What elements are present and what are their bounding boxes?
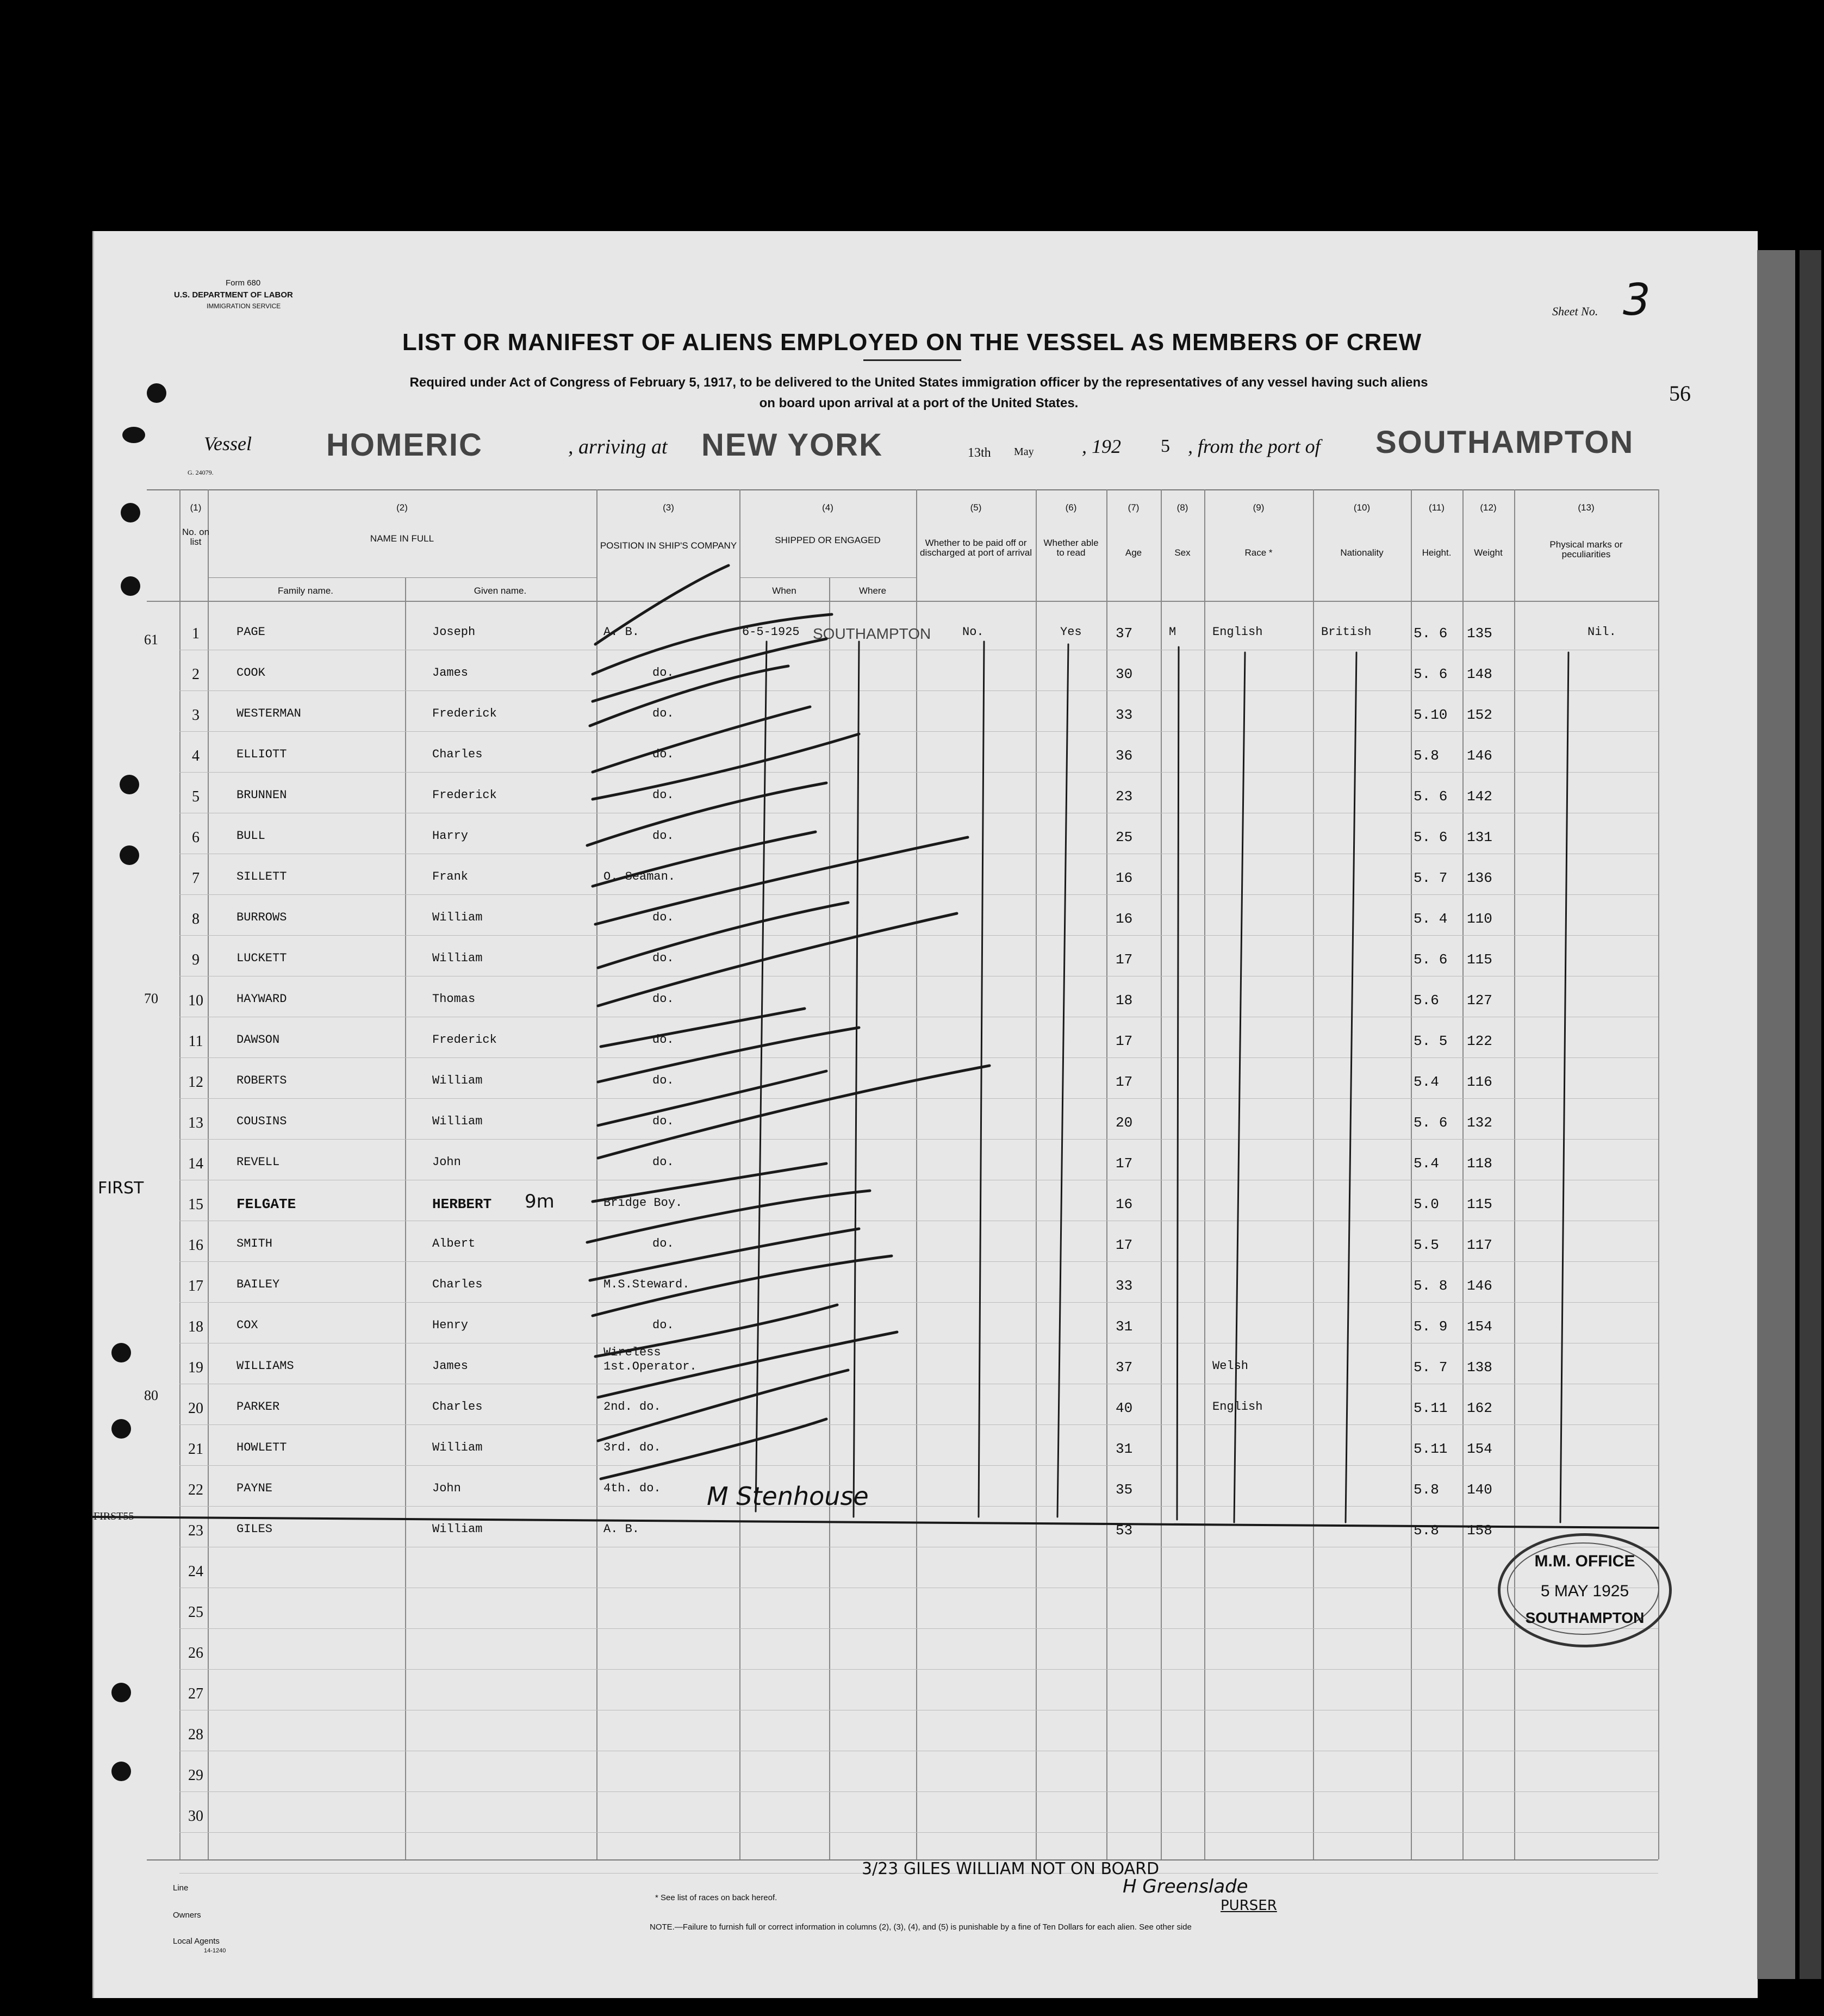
crew-position: do. — [652, 1033, 674, 1047]
crew-age: 53 — [1116, 1522, 1133, 1539]
pen-stroke — [593, 1256, 892, 1316]
col3-header: POSITION IN SHIP'S COMPANY — [600, 540, 737, 551]
crew-weight: 138 — [1467, 1359, 1492, 1376]
crew-no: 21 — [188, 1441, 203, 1458]
crew-position: do. — [652, 992, 674, 1006]
col1-header: No. on list — [182, 527, 210, 547]
office-stamp — [1498, 1533, 1672, 1647]
purser-signature: H Greenslade — [1123, 1876, 1248, 1897]
crew-height: 5. 6 — [1414, 788, 1448, 805]
crew-position: O. Seaman. — [603, 870, 676, 883]
crew-position: do. — [652, 748, 674, 761]
crew-age: 33 — [1116, 707, 1133, 723]
col8-header: Sex — [1174, 547, 1191, 558]
crew-age: 17 — [1116, 1237, 1133, 1253]
crew-weight: 127 — [1467, 992, 1492, 1009]
crew-height: 5.4 — [1414, 1074, 1439, 1090]
crew-age: 17 — [1116, 951, 1133, 968]
crew-no: 13 — [188, 1115, 203, 1131]
requirement-line-2: on board upon arrival at a port of the United States. — [759, 396, 1079, 410]
crew-family: PAYNE — [236, 1482, 273, 1495]
crew-age: 30 — [1116, 666, 1133, 682]
col7-number: (7) — [1128, 502, 1140, 513]
crew-family: COUSINS — [236, 1115, 287, 1128]
arrival-day: 13th — [968, 446, 991, 460]
col13-header: Physical marks or peculiarities — [1549, 539, 1623, 559]
year-label: , 192 — [1082, 435, 1121, 457]
crew-family: HOWLETT — [236, 1441, 287, 1454]
stamp-date: 5 MAY 1925 — [1540, 1582, 1629, 1600]
vessel-label: Vessel — [204, 433, 252, 455]
crew-height: 5. 9 — [1414, 1318, 1448, 1335]
crew-height: 5.8 — [1414, 748, 1439, 764]
crew-no: 9 — [192, 951, 200, 968]
stamp-bottom: SOUTHAMPTON — [1525, 1609, 1645, 1626]
crew-weight: 146 — [1467, 748, 1492, 764]
crew-weight: 140 — [1467, 1482, 1492, 1498]
pen-stroke — [593, 1163, 826, 1202]
pen-stroke — [1177, 647, 1179, 1520]
crew-age: 23 — [1116, 788, 1133, 805]
service: IMMIGRATION SERVICE — [207, 302, 281, 310]
pen-stroke — [595, 837, 968, 924]
crew-where: SOUTHAMPTON — [813, 625, 931, 642]
row-number: 28 — [188, 1726, 203, 1743]
crew-family: BRUNNEN — [236, 788, 287, 802]
footer-form-code: 14-1240 — [204, 1947, 226, 1954]
crew-weight: 135 — [1467, 625, 1492, 642]
crew-height: 5.10 — [1414, 707, 1448, 723]
crew-family: BAILEY — [236, 1278, 280, 1291]
crew-no: 1 — [192, 625, 200, 642]
crew-weight: 131 — [1467, 829, 1492, 845]
crew-given: Harry — [432, 829, 469, 843]
pen-stroke — [598, 903, 848, 968]
crew-given: Frederick — [432, 707, 497, 720]
col4-when: When — [772, 586, 796, 596]
arrival-port: NEW YORK — [701, 427, 883, 463]
footer-owners-label: Owners — [173, 1911, 201, 1920]
g-number: G. 24079. — [188, 469, 214, 476]
crew-given: Thomas — [432, 992, 476, 1006]
crew-height: 5.8 — [1414, 1482, 1439, 1498]
crew-given: William — [432, 951, 483, 965]
crew-family: WESTERMAN — [236, 707, 301, 720]
pen-stroke — [598, 1370, 848, 1441]
pen-stroke — [598, 1071, 826, 1125]
crew-age: 40 — [1116, 1400, 1133, 1416]
crew-family: FELGATE — [236, 1196, 296, 1212]
crew-age: 18 — [1116, 992, 1133, 1009]
crew-age: 36 — [1116, 748, 1133, 764]
signature-midtable: M Stenhouse — [707, 1482, 869, 1511]
row-number: 25 — [188, 1604, 203, 1621]
col7-header: Age — [1125, 547, 1142, 558]
crew-height: 5.6 — [1414, 992, 1439, 1009]
crew-position: do. — [652, 666, 674, 680]
pen-stroke — [1057, 644, 1068, 1517]
crew-position: do. — [652, 1155, 674, 1169]
crew-age: 17 — [1116, 1155, 1133, 1172]
row-number: 27 — [188, 1685, 203, 1702]
crew-family: ROBERTS — [236, 1074, 287, 1087]
crew-paid: No. — [962, 625, 984, 639]
crew-given: William — [432, 1522, 483, 1536]
crew-age: 35 — [1116, 1482, 1133, 1498]
row-number: 24 — [188, 1563, 203, 1580]
crew-weight: 148 — [1467, 666, 1492, 682]
pen-stroke — [593, 707, 810, 772]
from-label: , from the port of — [1188, 435, 1321, 457]
crew-family: COX — [236, 1318, 258, 1332]
crew-family: LUCKETT — [236, 951, 287, 965]
col11-number: (11) — [1429, 502, 1445, 513]
crew-nationality: British — [1321, 625, 1372, 639]
crew-age: 31 — [1116, 1441, 1133, 1457]
pen-stroke — [979, 642, 984, 1517]
crew-height: 5.5 — [1414, 1237, 1439, 1253]
crew-height: 5. 6 — [1414, 829, 1448, 845]
margin-note-first55: FIRST55 — [94, 1510, 134, 1522]
crew-position: do. — [652, 1074, 674, 1087]
pen-stroke — [601, 1419, 826, 1479]
col4-number: (4) — [822, 502, 833, 513]
pen-stroke — [590, 1229, 859, 1280]
crew-read: Yes — [1060, 625, 1082, 639]
crew-age: 37 — [1116, 625, 1133, 642]
crew-position: do. — [652, 788, 674, 802]
crew-family: COOK — [236, 666, 265, 680]
crew-marks: Nil. — [1588, 625, 1616, 639]
crew-age: 25 — [1116, 829, 1133, 845]
crew-given: Frederick — [432, 788, 497, 802]
crew-when: 6-5-1925 — [742, 625, 800, 639]
crew-weight: 154 — [1467, 1441, 1492, 1457]
pen-stroke — [854, 642, 859, 1517]
crew-given: Charles — [432, 1278, 483, 1291]
crew-age: 20 — [1116, 1115, 1133, 1131]
pen-stroke — [595, 1305, 837, 1357]
margin-note-first: FIRST — [98, 1179, 144, 1198]
row-number: 30 — [188, 1808, 203, 1825]
crew-given: Frederick — [432, 1033, 497, 1047]
crew-age: 16 — [1116, 911, 1133, 927]
col11-header: Height. — [1422, 547, 1452, 558]
crew-weight: 154 — [1467, 1318, 1492, 1335]
crew-given: Henry — [432, 1318, 469, 1332]
crew-height: 5. 8 — [1414, 1278, 1448, 1294]
col4-header: SHIPPED OR ENGAGED — [775, 535, 881, 545]
pen-stroke — [756, 642, 767, 1511]
crew-no: 5 — [192, 788, 200, 805]
crew-weight: 152 — [1467, 707, 1492, 723]
crew-height: 5. 6 — [1414, 666, 1448, 682]
pen-stroke — [601, 1009, 805, 1047]
crew-height: 5. 7 — [1414, 870, 1448, 886]
crew-race: English — [1212, 625, 1263, 639]
crew-given: Joseph — [432, 625, 476, 639]
footer-agents-label: Local Agents — [173, 1937, 220, 1946]
margin-count: 80 — [144, 1387, 158, 1403]
crew-weight: 115 — [1467, 1196, 1492, 1212]
crew-family: GILES — [236, 1522, 273, 1536]
crew-position: Wireless 1st.Operator. — [603, 1346, 697, 1373]
crew-height: 5.4 — [1414, 1155, 1439, 1172]
crew-age: 16 — [1116, 1196, 1133, 1212]
crew-position: M.S.Steward. — [603, 1278, 690, 1291]
crew-weight: 118 — [1467, 1155, 1492, 1172]
crew-height: 5. 4 — [1414, 911, 1448, 927]
crew-position: do. — [652, 829, 674, 843]
crew-sex: M — [1169, 625, 1176, 639]
crew-family: HAYWARD — [236, 992, 287, 1006]
crew-family: BURROWS — [236, 911, 287, 924]
purser-title: PURSER — [1221, 1897, 1277, 1914]
crew-no: 14 — [188, 1155, 203, 1172]
col1-number: (1) — [190, 502, 202, 513]
crew-given: John — [432, 1155, 461, 1169]
crew-no: 2 — [192, 666, 200, 683]
col13-number: (13) — [1578, 502, 1595, 513]
crew-race: Welsh — [1212, 1359, 1249, 1373]
crew-no: 6 — [192, 829, 200, 846]
crew-given: James — [432, 666, 469, 680]
crew-weight: 110 — [1467, 911, 1492, 927]
pen-stroke — [590, 666, 788, 726]
crew-height: 5. 5 — [1414, 1033, 1448, 1049]
form-number: Form 680 — [226, 278, 261, 288]
crew-no: 3 — [192, 707, 200, 724]
pen-stroke — [593, 734, 859, 799]
crew-family: REVELL — [236, 1155, 280, 1169]
crew-no: 18 — [188, 1318, 203, 1335]
pen-stroke — [598, 1332, 897, 1397]
crew-no: 7 — [192, 870, 200, 887]
col8-number: (8) — [1176, 502, 1188, 513]
crew-age: 17 — [1116, 1033, 1133, 1049]
pen-stroke — [598, 913, 957, 1006]
vessel-name: HOMERIC — [326, 427, 483, 463]
crew-position: 2nd. do. — [603, 1400, 661, 1414]
crew-weight: 132 — [1467, 1115, 1492, 1131]
crew-given: James — [432, 1359, 469, 1373]
crew-given: Albert — [432, 1237, 476, 1250]
crew-no: 8 — [192, 911, 200, 928]
arrival-month: May — [1014, 446, 1034, 458]
crew-position: A. B. — [603, 1522, 640, 1536]
crew-family: SMITH — [236, 1237, 273, 1250]
crew-family: ELLIOTT — [236, 748, 287, 761]
crew-given: HERBERT — [432, 1196, 492, 1212]
crew-position: do. — [652, 707, 674, 720]
crew-given: William — [432, 1441, 483, 1454]
crew-given: William — [432, 1074, 483, 1087]
pen-stroke — [593, 639, 826, 701]
year-digit: 5 — [1161, 436, 1170, 456]
footer-races-note: * See list of races on back hereof. — [655, 1893, 777, 1902]
crew-given: William — [432, 1115, 483, 1128]
crew-weight: 117 — [1467, 1237, 1492, 1253]
departure-port: SOUTHAMPTON — [1375, 425, 1634, 460]
sheet-number: 3 — [1623, 275, 1651, 325]
footer-fine-note: NOTE.—Failure to furnish full or correct information in columns (2), (3), (4), and (5) is punishable by a fine of Ten Dollars for each alien. See other side — [650, 1922, 1192, 1932]
crew-height: 5.8 — [1414, 1522, 1439, 1539]
crew-given: Charles — [432, 748, 483, 761]
crew-no: 11 — [188, 1033, 203, 1050]
crew-height: 5. 6 — [1414, 951, 1448, 968]
crew-weight: 158 — [1467, 1522, 1492, 1539]
crew-note: 9m — [525, 1191, 555, 1212]
crew-given: John — [432, 1482, 461, 1495]
crew-family: SILLETT — [236, 870, 287, 883]
arriving-label: , arriving at — [568, 435, 668, 458]
crew-position: do. — [652, 951, 674, 965]
crew-given: Charles — [432, 1400, 483, 1414]
crew-height: 5.0 — [1414, 1196, 1439, 1212]
crew-no: 17 — [188, 1278, 203, 1295]
crew-no: 20 — [188, 1400, 203, 1417]
crew-height: 5.11 — [1414, 1400, 1448, 1416]
crew-no: 16 — [188, 1237, 203, 1254]
col2-number: (2) — [396, 502, 408, 513]
col2-given: Given name. — [474, 586, 527, 596]
sheet-label: Sheet No. — [1552, 304, 1598, 318]
margin-count: 70 — [144, 991, 158, 1006]
crew-height: 5.11 — [1414, 1441, 1448, 1457]
crew-position: do. — [652, 1318, 674, 1332]
crew-family: PAGE — [236, 625, 265, 639]
col3-number: (3) — [663, 502, 674, 513]
crew-position: 4th. do. — [603, 1482, 661, 1495]
pen-stroke — [92, 1517, 1658, 1528]
crew-family: WILLIAMS — [236, 1359, 294, 1373]
department: U.S. DEPARTMENT OF LABOR — [174, 290, 293, 300]
crew-no: 10 — [188, 992, 203, 1009]
page-title: LIST OR MANIFEST OF ALIENS EMPLOYED ON THE VESSEL AS MEMBERS OF CREW — [402, 329, 1422, 356]
margin-count: 61 — [144, 632, 158, 648]
crew-weight: 116 — [1467, 1074, 1492, 1090]
crew-height: 5. 6 — [1414, 1115, 1448, 1131]
crew-no: 22 — [188, 1482, 203, 1498]
crew-weight: 162 — [1467, 1400, 1492, 1416]
col5-header: Whether to be paid off or discharged at port of arrival — [920, 538, 1032, 558]
crew-weight: 122 — [1467, 1033, 1492, 1049]
crew-no: 23 — [188, 1522, 203, 1539]
row-number: 26 — [188, 1645, 203, 1662]
crew-family: DAWSON — [236, 1033, 280, 1047]
col6-header: Whether able to read — [1043, 538, 1099, 558]
footer-handwritten-note: 3/23 GILES WILLIAM NOT ON BOARD — [862, 1859, 1160, 1878]
crew-height: 5. 6 — [1414, 625, 1448, 642]
crew-height: 5. 7 — [1414, 1359, 1448, 1376]
crew-age: 37 — [1116, 1359, 1133, 1376]
crew-position: Bridge Boy. — [603, 1196, 683, 1210]
col4-where: Where — [858, 586, 887, 596]
col9-number: (9) — [1253, 502, 1265, 513]
stamp-top: M.M. OFFICE — [1534, 1552, 1635, 1570]
crew-age: 17 — [1116, 1074, 1133, 1090]
crew-weight: 136 — [1467, 870, 1492, 886]
pen-stroke — [1346, 652, 1356, 1522]
crew-age: 31 — [1116, 1318, 1133, 1335]
pen-stroke — [1560, 652, 1568, 1522]
crew-age: 16 — [1116, 870, 1133, 886]
crew-position: do. — [652, 1115, 674, 1128]
requirement-line-1: Required under Act of Congress of February 5, 1917, to be delivered to the United States immigration officer by the representatives of any vessel having such aliens — [409, 375, 1428, 390]
page-number: 56 — [1669, 381, 1691, 406]
col10-number: (10) — [1353, 502, 1371, 513]
crew-given: Frank — [432, 870, 469, 883]
col2-family: Family name. — [277, 586, 334, 596]
crew-no: 12 — [188, 1074, 203, 1091]
pen-stroke — [1234, 652, 1245, 1522]
col12-header: Weight — [1474, 547, 1503, 558]
col9-header: Race * — [1244, 547, 1273, 558]
crew-no: 19 — [188, 1359, 203, 1376]
col2-header: NAME IN FULL — [370, 533, 434, 544]
crew-no: 15 — [188, 1196, 203, 1213]
col5-number: (5) — [970, 502, 982, 513]
row-number: 29 — [188, 1767, 203, 1784]
col6-number: (6) — [1065, 502, 1077, 513]
footer-line-label: Line — [173, 1883, 189, 1893]
crew-no: 4 — [192, 748, 200, 764]
crew-position: 3rd. do. — [603, 1441, 661, 1454]
pen-stroke — [595, 565, 729, 644]
col12-number: (12) — [1480, 502, 1497, 513]
crew-weight: 146 — [1467, 1278, 1492, 1294]
crew-weight: 115 — [1467, 951, 1492, 968]
col10-header: Nationality — [1340, 547, 1384, 558]
crew-weight: 142 — [1467, 788, 1492, 805]
crew-position: A. B. — [603, 625, 640, 639]
crew-family: PARKER — [236, 1400, 280, 1414]
crew-position: do. — [652, 911, 674, 924]
crew-given: William — [432, 911, 483, 924]
crew-family: BULL — [236, 829, 265, 843]
crew-race: English — [1212, 1400, 1263, 1414]
crew-position: do. — [652, 1237, 674, 1250]
crew-age: 33 — [1116, 1278, 1133, 1294]
